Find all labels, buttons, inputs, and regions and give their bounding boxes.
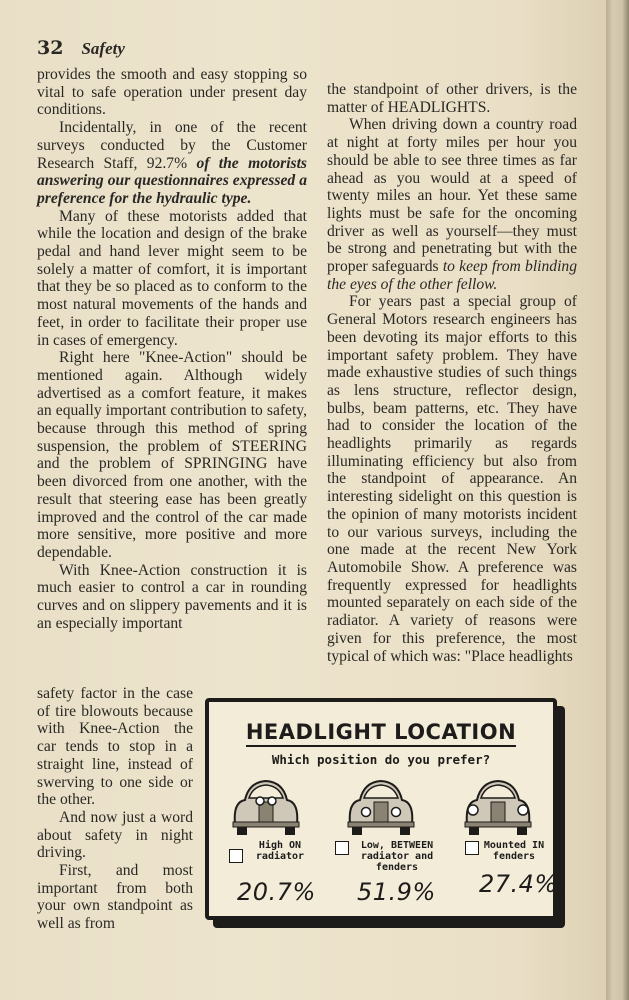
option-high-percent: 20.7% (237, 878, 316, 906)
paragraph (37, 119, 307, 208)
page-header (37, 37, 125, 59)
paragraph (327, 116, 577, 293)
paragraph: And now just a word about safety in night driving. (37, 808, 193, 862)
paragraph: With Knee-Action construction it is much easier to control a car in rounding curves and on slippery pavements and it is an especially important (37, 561, 307, 632)
option-fenders-percent: 27.4% (479, 870, 558, 898)
illustration-subtitle: Which position do you prefer? (271, 752, 491, 767)
paragraph: For years past a special group of General Motors research engineers has been devoting its major efforts to this important safety problem. They have made exhaustive studies of such things as lens structure, reflector design, bulbs, beam patterns, etc. They have had to consider the location of the headlights primarily as regards illuminating efficiency but also from the standpoint of appearance. An interesting sidelight on this question is the opinion of many motorists incident to our various surveys, including the one made at the recent New York Automobile Show. A preference was frequently expressed for headlights mounted separately on each side of the radiator. A variety of reasons were given for this preference, the most typical of which was: "Place headlights (327, 293, 577, 665)
paragraph: First, and most important from both your own standpoint as well as from (37, 862, 193, 933)
facing-page-edge (606, 0, 629, 1000)
car-front-high-headlights-icon (227, 772, 305, 836)
paragraph: Many of these motorists added that while the location and design of the brake pedal and hand lever might seem to be solely a matter of comfort, it is important that they be so placed as to conform to the most natural movements of the hands and feet, in order to facilitate their proper use in cases of emergency. (37, 207, 307, 349)
option-between-label: Low, BETWEEN radiator and fenders (360, 840, 434, 873)
emphasis-text: to keep from blinding the eyes of the other fellow. (327, 258, 578, 293)
left-column (37, 66, 307, 633)
car-front-low-headlights-icon (342, 772, 420, 836)
illustration-title: HEADLIGHT LOCATION (209, 720, 553, 744)
paragraph: safety factor in the case of tire blowouts because with Knee-Action the car tends to stop in a straight line, instead of swerving to one side or the other. (37, 685, 193, 809)
option-between-checkbox[interactable] (335, 841, 349, 855)
car-front-fender-headlights-icon (459, 772, 537, 836)
right-column (327, 81, 577, 665)
emphasis-text: of the motorists answering our questionnaires expressed a preference for the hydraulic type. (37, 154, 308, 207)
option-high-label: High ON radiator (255, 840, 305, 862)
option-fenders-checkbox[interactable] (465, 841, 479, 855)
bottom-left-column (37, 685, 193, 933)
page-number: 32 (37, 37, 64, 59)
option-between-percent: 51.9% (357, 878, 436, 906)
headlight-location-illustration (205, 698, 557, 920)
paragraph: the standpoint of other drivers, is the matter of HEADLIGHTS. (327, 81, 577, 116)
option-fenders-label: Mounted IN fenders (483, 840, 545, 862)
paragraph: provides the smooth and easy stopping so vital to safe operation under present day conditions. (37, 66, 307, 119)
paragraph: Right here "Knee-Action" should be mentioned again. Although widely advertised as a comfort feature, it makes an equally important contribution to safety, because through this method of spring suspension, the problem of STEERING and the problem of SPRINGING have been divorced from one another, with the result that steering ease has been greatly improved and the control of the car made more sensitive, more positive and more dependable. (37, 349, 307, 561)
option-high-checkbox[interactable] (229, 849, 243, 863)
paragraph-text: Incidentally, in one of the recent surveys conducted by the Customer Research Staff, 92.7% (37, 119, 307, 172)
paragraph-text: When driving down a country road at night at forty miles per hour you should be able to see three times as far ahead as you would at a speed of twenty miles an hour. Yet these same lights must be safe for the oncoming driver as well as yourself—they must be strong and penetrating but with the proper safeguards (327, 116, 577, 276)
section-title: Safety (81, 39, 125, 58)
